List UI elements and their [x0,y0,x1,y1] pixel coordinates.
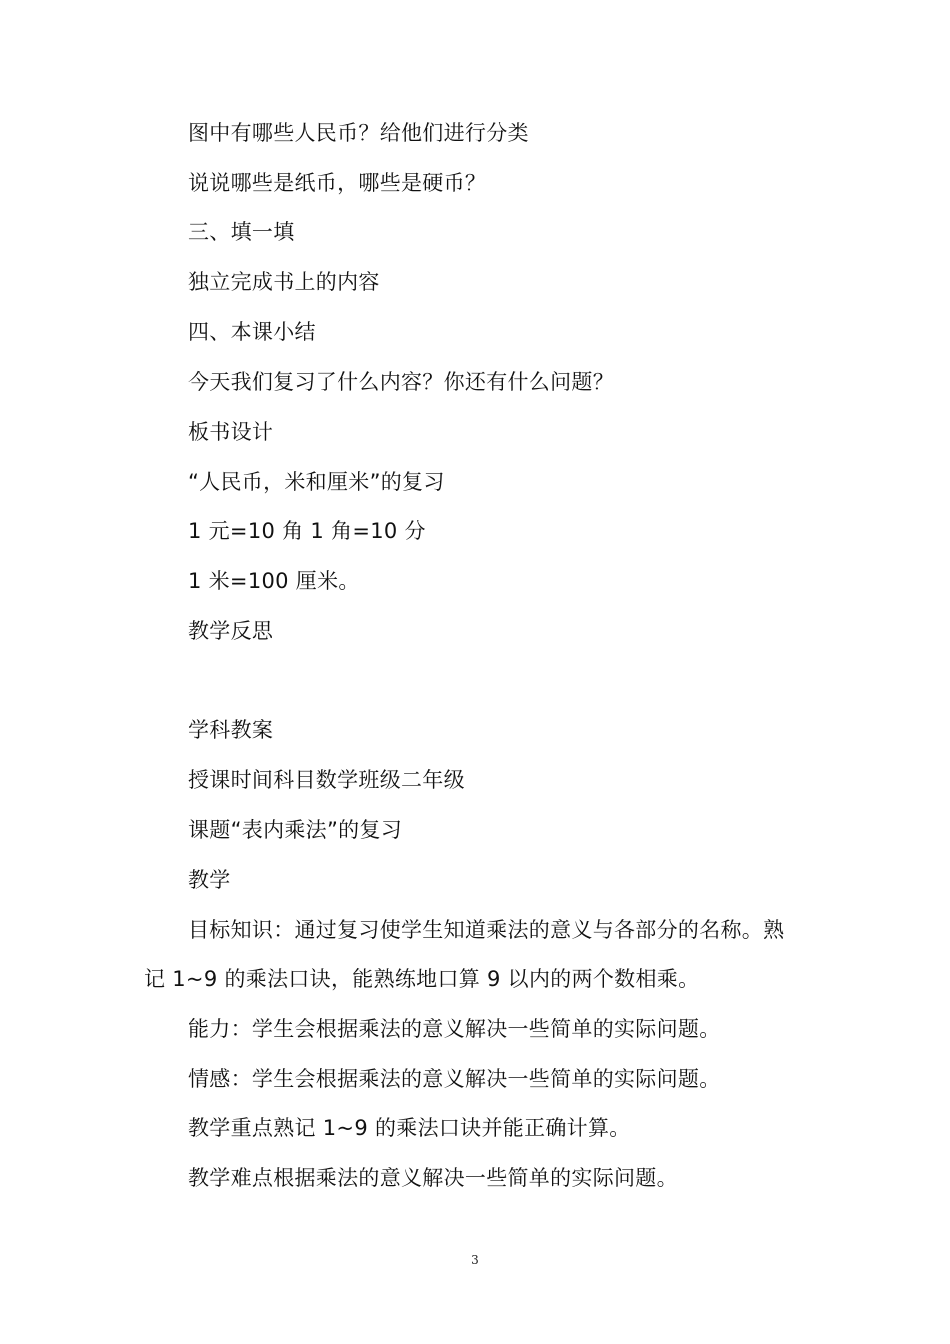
text-line: 学科教案 [188,718,274,742]
text-line: 教学反思 [188,619,274,643]
text-line: 课题“表内乘法”的复习 [188,818,403,842]
text-line: 1 米=100 厘米。 [188,569,360,593]
text-line: 能力：学生会根据乘法的意义解决一些简单的实际问题。 [188,1017,721,1041]
text-line: 情感：学生会根据乘法的意义解决一些简单的实际问题。 [188,1067,721,1091]
page-number: 3 [471,1253,479,1267]
text-line: 授课时间科目数学班级二年级 [188,768,465,792]
text-line: 说说哪些是纸币，哪些是硬币？ [188,171,487,195]
text-line: 独立完成书上的内容 [188,270,380,294]
text-line: 教学 [188,868,231,892]
text-line: “人民币，米和厘米”的复习 [188,470,445,494]
section-heading: 四、本课小结 [188,320,316,344]
text-line: 教学难点根据乘法的意义解决一些简单的实际问题。 [188,1166,678,1190]
section-heading: 三、填一填 [188,220,295,244]
text-line: 记 1~9 的乘法口诀，能熟练地口算 9 以内的两个数相乘。 [144,967,700,991]
text-line: 目标知识：通过复习使学生知道乘法的意义与各部分的名称。熟 [188,918,785,942]
text-line: 板书设计 [188,420,274,444]
text-line: 1 元=10 角 1 角=10 分 [188,519,426,543]
text-line: 今天我们复习了什么内容？你还有什么问题？ [188,370,614,394]
text-line: 图中有哪些人民币？给他们进行分类 [188,121,529,145]
text-line: 教学重点熟记 1~9 的乘法口诀并能正确计算。 [188,1116,631,1140]
